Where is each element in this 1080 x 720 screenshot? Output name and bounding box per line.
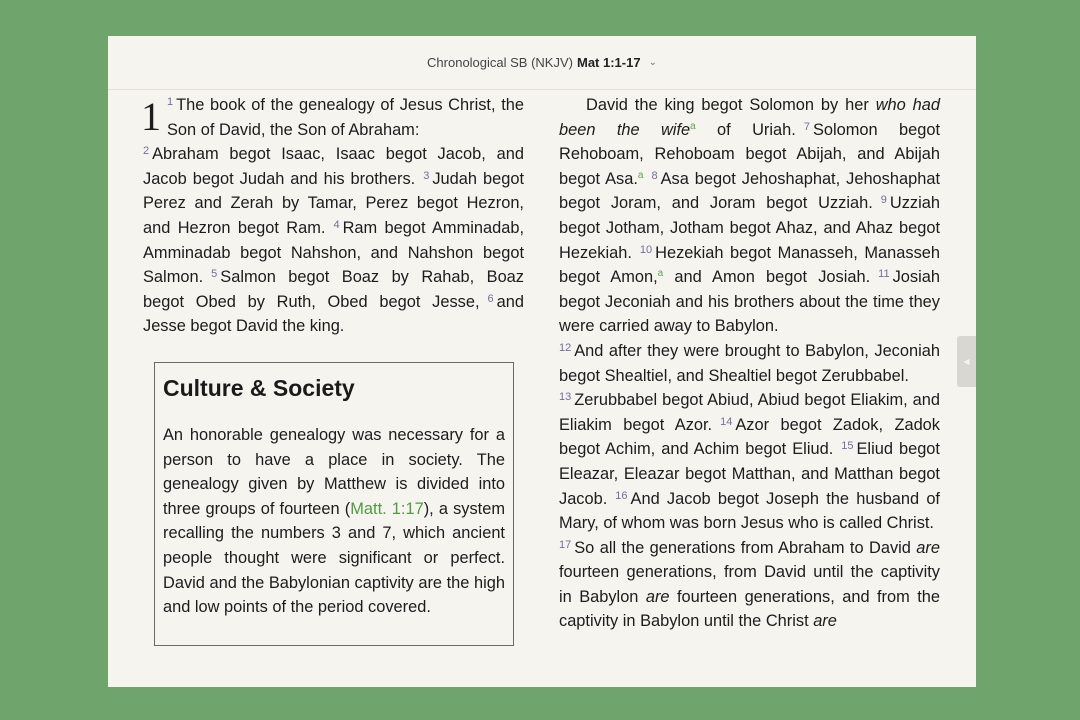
verse-number[interactable]: 7: [803, 120, 810, 133]
culture-text-part: An honorable genealogy was necessary for a person to have a place in society. The genealogy given by Matthew is divided into three groups of fourteen (: [163, 426, 505, 518]
verse-number[interactable]: 9: [880, 194, 887, 207]
verse-text: Josiah begot Jeconiah and his brothers about the time they were carried away to Babylon.: [559, 268, 940, 336]
reader-header[interactable]: [108, 36, 976, 90]
footnote-marker[interactable]: a: [637, 169, 644, 181]
verse-text: Salmon begot Boaz by Rahab, Boaz begot Obed by Ruth, Obed begot Jesse,: [143, 268, 524, 311]
footnote-marker[interactable]: a: [690, 120, 696, 132]
italic-text: are: [813, 612, 837, 631]
verse-text: Solomon begot Rehoboam, Rehoboam begot Abijah, and Abijah begot Asa.: [559, 120, 941, 188]
verse-text: and Jesse begot David the king.: [143, 292, 524, 336]
verse-text: And Jacob begot Joseph the husband of Mary, of whom was born Jesus who is called Christ.: [559, 489, 940, 533]
verse-paragraph: [143, 93, 524, 142]
verse-number[interactable]: 5: [211, 268, 218, 281]
italic-text: who had been the wife: [559, 96, 940, 139]
culture-box-title: Culture & Society: [163, 375, 355, 401]
chevron-left-icon: ◀: [963, 357, 970, 366]
italic-text: are: [916, 538, 940, 557]
verse-number[interactable]: 17: [559, 538, 572, 551]
left-text-column: [143, 93, 524, 339]
verse-number[interactable]: 4: [333, 218, 340, 231]
verse-text: Zerubbabel begot Abiud, Abiud begot Eliakim, and Eliakim begot Azor.: [559, 391, 940, 434]
verse-text: Eliud begot Eleazar, Eleazar begot Matthan, and Matthan begot Jacob.: [559, 440, 940, 508]
verse-text: Hezekiah begot Manasseh, Manasseh begot Amon,: [559, 243, 940, 287]
verse-text: Uzziah begot Jotham, Jotham begot Ahaz, and Ahaz begot Hezekiah.: [559, 194, 940, 262]
chapter-number: 1: [141, 94, 161, 139]
chevron-down-icon[interactable]: ⌄: [648, 57, 657, 68]
verse-number[interactable]: 12: [559, 341, 572, 354]
verse-text: Azor begot Zadok, Zadok begot Achim, and Achim begot Eliud.: [559, 415, 940, 459]
reader-window: [108, 36, 976, 687]
verse-text: David the king begot Solomon by her: [586, 96, 876, 114]
verse-text: and Amon begot Josiah.: [663, 268, 871, 287]
verse-text: of Uriah.: [695, 120, 796, 139]
sidebar-toggle-handle[interactable]: [957, 336, 976, 387]
verse-number[interactable]: 16: [615, 489, 628, 502]
verse-paragraph: [559, 339, 940, 388]
verse-text: Ram begot Amminadab, Amminadab begot Nahshon, and Nahshon begot Salmon.: [143, 218, 525, 287]
verse-text: fourteen generations, from David until the captivity in Babylon: [559, 563, 940, 606]
culture-society-box: [154, 362, 514, 646]
verse-number[interactable]: 14: [720, 415, 733, 428]
verse-paragraph: [143, 142, 524, 339]
passage-reference[interactable]: Mat 1:1-17: [576, 55, 641, 70]
verse-number[interactable]: 6: [487, 292, 494, 305]
verse-number[interactable]: 1: [167, 96, 174, 108]
bible-version-label[interactable]: Chronological SB (NKJV): [427, 55, 573, 70]
footnote-marker[interactable]: a: [657, 268, 664, 280]
verse-text: And after they were brought to Babylon, Jeconiah begot Shealtiel, and Shealtiel begot Zerubbabel.: [559, 341, 940, 385]
verse-number[interactable]: 13: [559, 391, 572, 404]
italic-text: are: [645, 587, 670, 606]
verse-paragraph: [559, 93, 940, 339]
verse-text: So all the generations from Abraham to David: [574, 538, 917, 557]
verse-text: Judah begot Perez and Zerah by Tamar, Perez begot Hezron, and Hezron begot Ram.: [143, 169, 524, 237]
verse-text: fourteen generations, and from the captivity in Babylon until the Christ: [559, 587, 940, 631]
culture-text-part: ), a system recalling the numbers 3 and 7, which ancient people thought were significant or perfect. David and the Babylonian captivity are the high and low points of the period covered.: [163, 499, 506, 617]
verse-number[interactable]: 15: [841, 440, 854, 453]
verse-text: Asa begot Jehoshaphat, Jehoshaphat begot Joram, and Joram begot Uzziah.: [559, 169, 940, 213]
verse-text: The book of the genealogy of Jesus Christ, the Son of David, the Son of Abraham:: [167, 96, 524, 139]
verse-number[interactable]: 2: [143, 145, 150, 158]
verse-number[interactable]: 11: [878, 268, 890, 281]
verse-number[interactable]: 8: [651, 169, 658, 182]
verse-text: Abraham begot Isaac, Isaac begot Jacob, and Jacob begot Judah and his brothers.: [143, 145, 524, 188]
verse-paragraph: [559, 536, 940, 634]
cross-reference-link[interactable]: Matt. 1:17: [350, 499, 424, 518]
verse-number[interactable]: 10: [639, 243, 653, 256]
right-text-column: [559, 93, 940, 634]
verse-number[interactable]: 3: [423, 169, 430, 182]
culture-box-text: [163, 423, 505, 620]
verse-paragraph: [559, 388, 940, 536]
